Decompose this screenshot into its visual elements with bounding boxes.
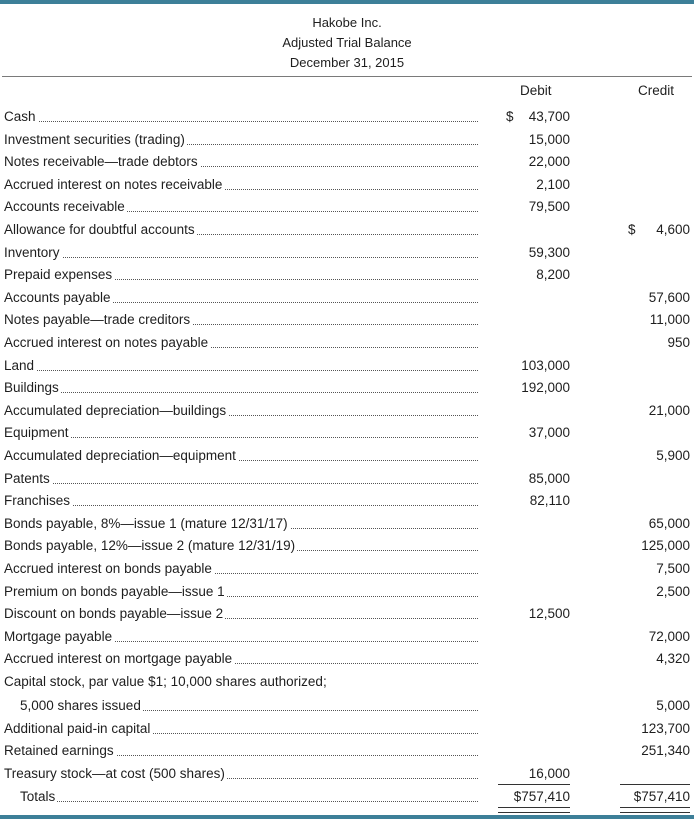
table-row: [4, 264, 690, 286]
account-name: Retained earnings: [4, 740, 478, 762]
company-name: Hakobe Inc.: [312, 15, 382, 30]
top-border: [0, 0, 694, 4]
account-name: Franchises: [4, 490, 478, 512]
debit-amount: 15,000: [528, 131, 570, 147]
account-name: Additional paid-in capital: [4, 718, 478, 740]
debit-amount: 16,000: [528, 765, 570, 781]
debit-amount: 12,500: [528, 606, 570, 622]
credit-total: $757,410: [633, 788, 690, 804]
table-row: [4, 581, 690, 603]
table-row: [4, 558, 690, 580]
debit-amount: 43,700: [528, 109, 570, 124]
credit-amount: 4,600: [656, 222, 690, 237]
debit-amount: 8,200: [536, 267, 570, 283]
account-name: Buildings: [4, 377, 478, 399]
account-name: Accrued interest on notes payable: [4, 332, 478, 354]
debit-amount: 59,300: [528, 244, 570, 260]
table-row: [4, 174, 690, 196]
account-name: Capital stock, par value $1; 10,000 shares authorized;: [4, 674, 327, 689]
account-name: Notes receivable—trade debtors: [4, 151, 478, 173]
credit-currency-symbol: $: [628, 222, 636, 237]
credit-column-header: Credit: [638, 83, 675, 98]
table-row: [4, 151, 690, 173]
table-row: [4, 129, 690, 151]
table-row: [4, 490, 690, 512]
credit-amount: 72,000: [648, 628, 690, 644]
table-row: [4, 695, 690, 717]
account-name: Cash: [4, 106, 478, 128]
table-row: [4, 603, 690, 625]
credit-amount: 125,000: [641, 538, 690, 554]
account-name: Accrued interest on notes receivable: [4, 174, 478, 196]
table-row: [4, 287, 690, 309]
account-name: Inventory: [4, 242, 478, 264]
table-row: [4, 468, 690, 490]
debit-amount: 37,000: [528, 425, 570, 441]
credit-amount: 11,000: [649, 312, 690, 328]
credit-total-double-underline: [620, 807, 690, 813]
table-row: [4, 196, 690, 218]
debit-amount: 82,110: [529, 493, 570, 509]
table-row: [4, 422, 690, 444]
credit-amount: 5,900: [656, 448, 690, 463]
account-name: Notes payable—trade creditors: [4, 309, 478, 331]
account-name: Discount on bonds payable—issue 2: [4, 603, 478, 625]
credit-amount: 57,600: [648, 289, 690, 305]
table-row: [4, 219, 690, 241]
table-row: [4, 648, 690, 670]
credit-amount: 65,000: [648, 515, 690, 531]
account-name: Patents: [4, 468, 478, 490]
credit-amount: 7,500: [656, 561, 690, 576]
table-row: [4, 513, 690, 535]
credit-amount: 950: [667, 335, 690, 350]
credit-amount: 4,320: [656, 651, 690, 667]
statement-title: Adjusted Trial Balance: [282, 35, 412, 50]
table-row: [4, 626, 690, 648]
account-name: Mortgage payable: [4, 626, 478, 648]
debit-total: $757,410: [513, 788, 570, 804]
header-divider: [2, 76, 692, 77]
account-name: Bonds payable, 8%—issue 1 (mature 12/31/17): [4, 513, 478, 535]
debit-amount: 85,000: [528, 470, 570, 486]
table-row: [4, 377, 690, 399]
account-name: Accounts payable: [4, 287, 478, 309]
account-name: Allowance for doubtful accounts: [4, 219, 478, 241]
account-name: Premium on bonds payable—issue 1: [4, 581, 478, 603]
table-row: [4, 718, 690, 740]
table-row: [4, 355, 690, 377]
totals-row: [4, 786, 690, 808]
debit-sum-underline: [498, 784, 570, 785]
account-name: Bonds payable, 12%—issue 2 (mature 12/31/19): [4, 535, 478, 557]
table-row: [4, 242, 690, 264]
table-row: [4, 671, 690, 693]
table-row: [4, 535, 690, 557]
account-name: Accrued interest on mortgage payable: [4, 648, 478, 670]
account-name: Accumulated depreciation—buildings: [4, 400, 478, 422]
account-name: Accrued interest on bonds payable: [4, 558, 478, 580]
debit-amount: 22,000: [528, 154, 570, 170]
account-name: Accounts receivable: [4, 196, 478, 218]
credit-sum-underline: [620, 784, 690, 785]
table-row: [4, 740, 690, 762]
account-name: Treasury stock—at cost (500 shares): [4, 763, 478, 785]
debit-total-double-underline: [498, 807, 570, 813]
credit-amount: 123,700: [641, 720, 690, 736]
statement-header: [0, 13, 694, 73]
account-name: Accumulated depreciation—equipment: [4, 445, 478, 467]
table-row: [4, 400, 690, 422]
account-name: Land: [4, 355, 478, 377]
table-row: [4, 309, 690, 331]
debit-currency-symbol: $: [506, 109, 514, 124]
account-name: Investment securities (trading): [4, 129, 478, 151]
debit-amount: 79,500: [528, 199, 570, 215]
statement-date: December 31, 2015: [289, 55, 405, 70]
debit-amount: 192,000: [521, 380, 570, 396]
account-name: 5,000 shares issued: [20, 695, 478, 717]
debit-column-header: Debit: [520, 83, 552, 98]
credit-amount: 251,340: [641, 743, 690, 759]
totals-label: Totals: [20, 786, 478, 808]
debit-amount: 2,100: [536, 176, 570, 192]
credit-amount: 5,000: [656, 698, 690, 713]
debit-amount: 103,000: [521, 357, 570, 373]
credit-amount: 21,000: [648, 402, 690, 418]
table-row: [4, 763, 690, 785]
bottom-border: [0, 815, 694, 819]
table-row: [4, 106, 690, 128]
credit-amount: 2,500: [656, 583, 690, 599]
table-row: [4, 332, 690, 354]
account-name: Equipment: [4, 422, 478, 444]
table-row: [4, 445, 690, 467]
account-name: Prepaid expenses: [4, 264, 478, 286]
